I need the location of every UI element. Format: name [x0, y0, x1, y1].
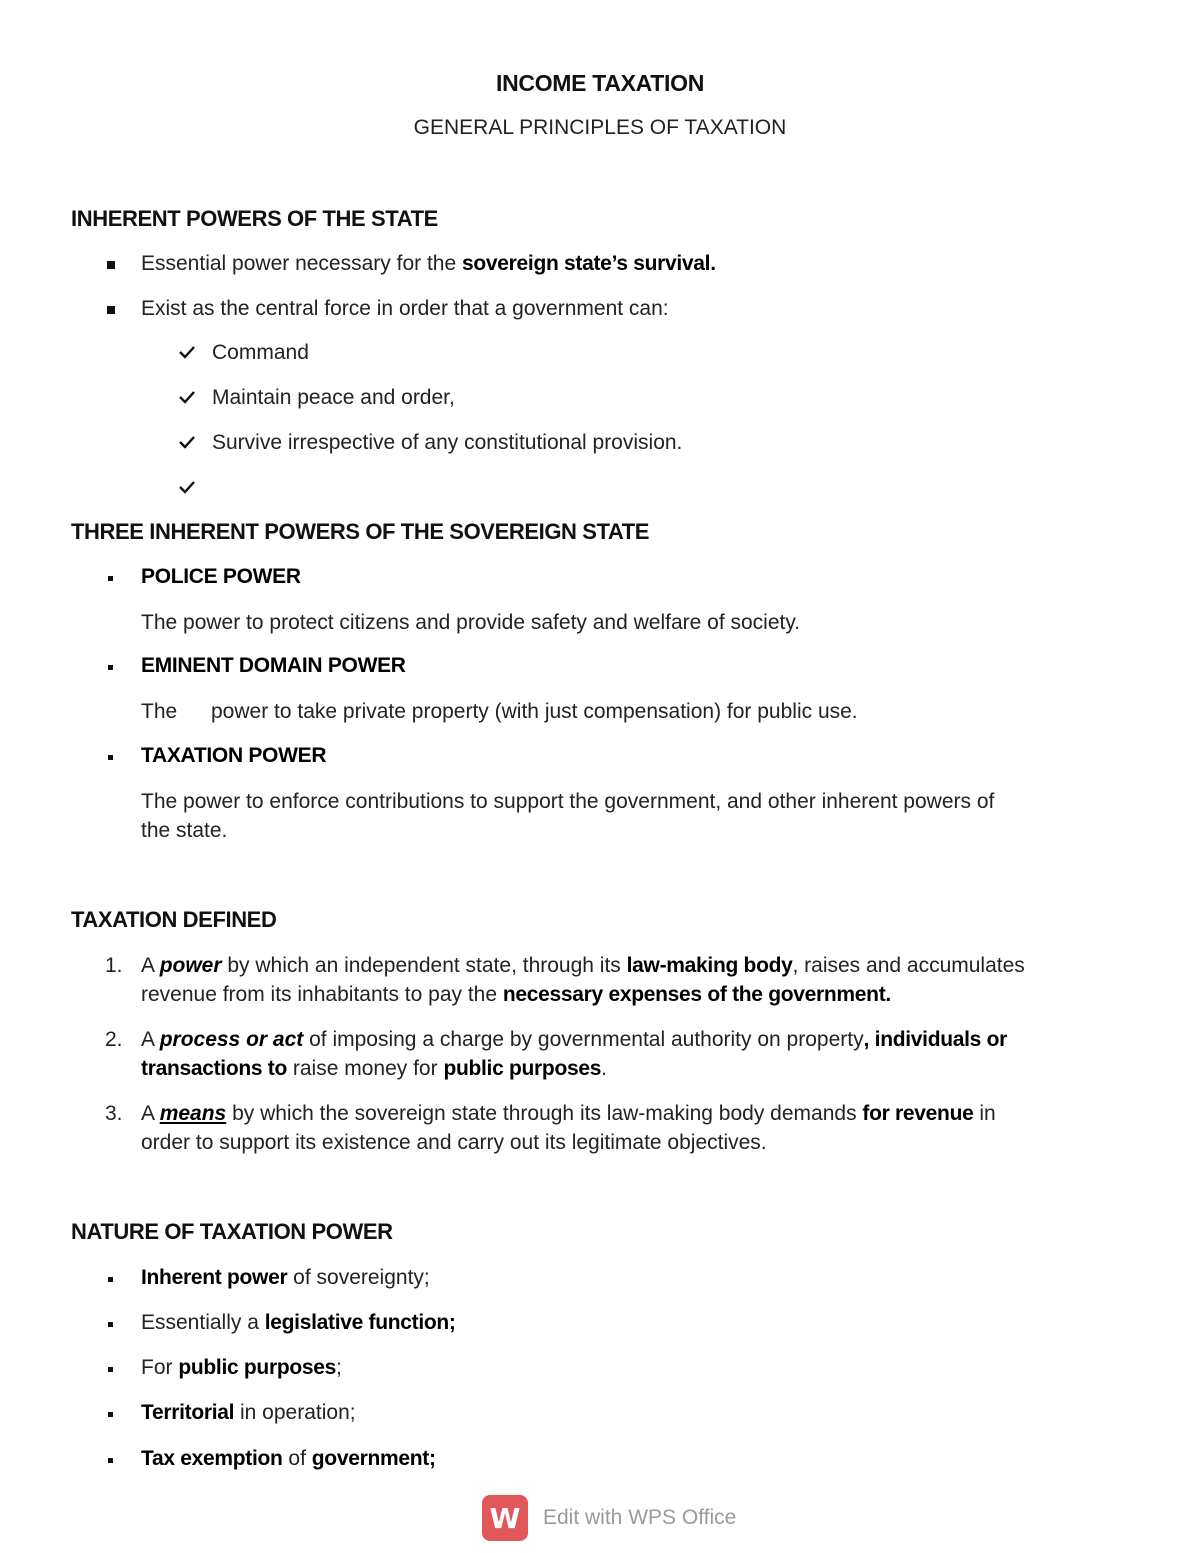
checkmark-icon — [178, 345, 196, 364]
check-item: Survive irrespective of any constitutional provision. — [212, 431, 683, 454]
definition-item-3-line2: order to support its existence and carry out its legitimate objectives. — [141, 1131, 767, 1154]
nature-item — [141, 1266, 430, 1290]
check-item: Maintain peace and order, — [212, 386, 455, 409]
power-title-taxation: TAXATION POWER — [141, 744, 327, 767]
square-bullet-icon — [107, 261, 115, 269]
bullet-bold-text: sovereign state’s survival. — [462, 252, 716, 275]
text-span: by which the sovereign state through its law-making body demands — [226, 1102, 863, 1125]
bold-text: Inherent power — [141, 1266, 288, 1289]
text-span: , raises and accumulates — [792, 954, 1025, 977]
section-heading-three-powers: THREE INHERENT POWERS OF THE SOVEREIGN STATE — [71, 519, 650, 544]
emphasis-text: means — [159, 1102, 227, 1125]
small-bullet-icon — [108, 1412, 113, 1417]
bullet-item — [141, 252, 716, 276]
bold-text: public purposes — [178, 1356, 337, 1379]
small-bullet-icon — [108, 665, 113, 670]
emphasis-text: process or act — [159, 1028, 304, 1051]
list-number: 2. — [105, 1028, 123, 1051]
small-bullet-icon — [108, 1458, 113, 1463]
checkmark-icon — [178, 435, 196, 454]
document-title: INCOME TAXATION — [495, 70, 705, 96]
bold-text: Tax exemption — [141, 1447, 283, 1470]
bold-text: for revenue — [862, 1102, 974, 1125]
power-desc-taxation-line2: the state. — [141, 819, 228, 842]
nature-item — [141, 1356, 342, 1380]
small-bullet-icon — [108, 576, 113, 581]
bold-text: law-making body — [626, 954, 793, 977]
square-bullet-icon — [107, 306, 115, 314]
text-span: in — [973, 1102, 996, 1125]
emphasis-text: power — [159, 954, 222, 977]
power-desc-police: The power to protect citizens and provide safety and welfare of society. — [141, 611, 801, 634]
document-subtitle: GENERAL PRINCIPLES OF TAXATION — [413, 116, 787, 139]
text-span: . — [601, 1057, 607, 1080]
section-heading-inherent: INHERENT POWERS OF THE STATE — [71, 206, 438, 231]
text-span: in operation; — [234, 1401, 356, 1424]
bullet-item: Exist as the central force in order that a government can: — [141, 297, 669, 320]
definition-item-3-line1 — [141, 1102, 996, 1126]
power-title-eminent: EMINENT DOMAIN POWER — [141, 654, 406, 677]
bold-text: , individuals or — [863, 1028, 1007, 1051]
text-span: ; — [336, 1356, 342, 1379]
text-span: of — [282, 1447, 312, 1470]
section-heading-nature: NATURE OF TAXATION POWER — [71, 1219, 393, 1244]
definition-item-1-line2 — [141, 983, 891, 1007]
check-item: Command — [212, 341, 309, 364]
text-span: revenue from its inhabitants to pay the — [141, 983, 503, 1006]
text-span: Essentially a — [141, 1311, 265, 1334]
power-desc-eminent-a: The — [141, 700, 178, 723]
text-span: For — [141, 1356, 179, 1379]
edit-with-wps-link[interactable]: Edit with WPS Office — [543, 1506, 737, 1529]
power-desc-eminent-b: power to take private property (with just compensation) for public use. — [211, 700, 858, 723]
text-span: A — [141, 954, 160, 977]
small-bullet-icon — [108, 1322, 113, 1327]
power-desc-taxation-line1: The power to enforce contributions to support the government, and other inherent powers of — [141, 790, 995, 813]
power-title-police: POLICE POWER — [141, 565, 301, 588]
definition-item-2-line2 — [141, 1057, 607, 1081]
text-span: A — [141, 1102, 160, 1125]
definition-item-2-line1 — [141, 1028, 1007, 1052]
bold-text: public purposes — [443, 1057, 602, 1080]
wps-logo-letter: W — [489, 1501, 521, 1535]
bullet-text: Essential power necessary for the — [141, 252, 462, 275]
bold-text: transactions to — [141, 1057, 288, 1080]
bold-text: legislative function; — [264, 1311, 456, 1334]
wps-logo-icon[interactable] — [482, 1495, 528, 1541]
small-bullet-icon — [108, 1367, 113, 1372]
checkmark-icon — [178, 480, 196, 499]
nature-item — [141, 1311, 456, 1335]
definition-item-1-line1 — [141, 954, 1025, 978]
checkmark-icon — [178, 390, 196, 409]
small-bullet-icon — [108, 755, 113, 760]
bold-text: Territorial — [141, 1401, 235, 1424]
text-span: by which an independent state, through its — [221, 954, 627, 977]
text-span: raise money for — [287, 1057, 444, 1080]
nature-item — [141, 1447, 436, 1471]
section-heading-taxation-defined: TAXATION DEFINED — [71, 907, 277, 932]
text-span: of imposing a charge by governmental authority on property — [303, 1028, 864, 1051]
list-number: 3. — [105, 1102, 123, 1125]
bold-text: government; — [311, 1447, 436, 1470]
text-span: of sovereignty; — [287, 1266, 430, 1289]
list-number: 1. — [105, 954, 123, 977]
bold-text: necessary expenses of the government. — [502, 983, 891, 1006]
nature-item — [141, 1401, 356, 1425]
text-span: A — [141, 1028, 160, 1051]
small-bullet-icon — [108, 1277, 113, 1282]
